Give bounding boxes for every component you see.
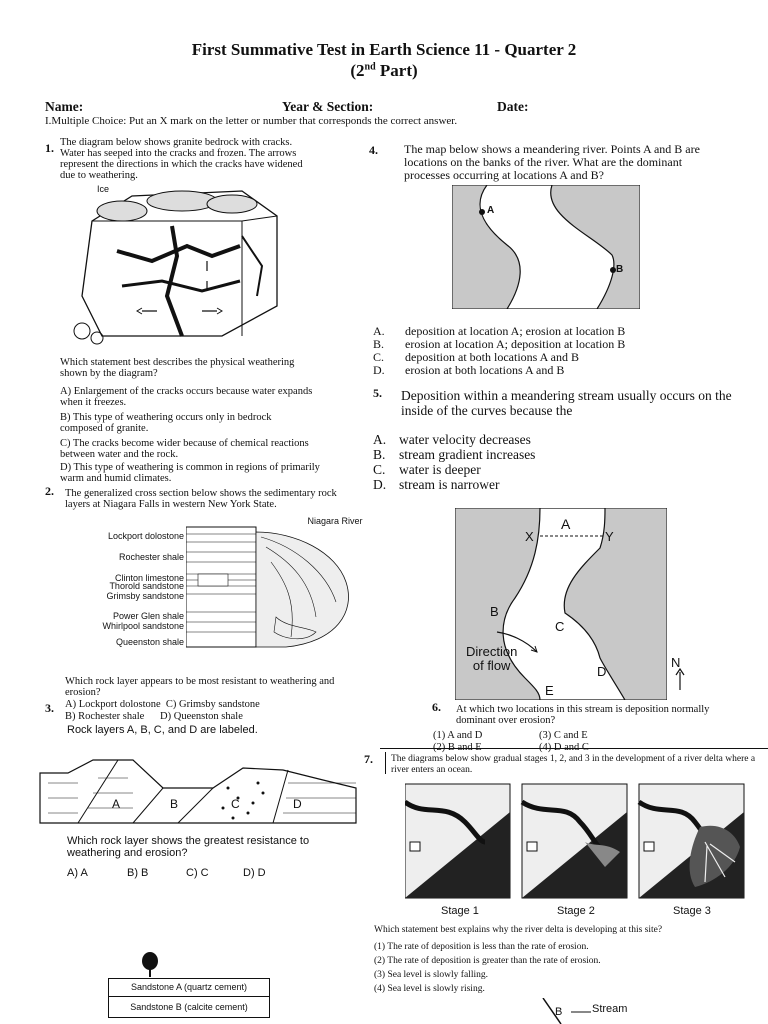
q4-stem: The map below shows a meandering river. Points A and B are locations on the banks of the river. What are the dominant processes occurring at locations A and B? <box>404 142 700 182</box>
rock-layer-label-b: B <box>170 797 179 811</box>
rock-layer-label-d: D <box>293 797 302 811</box>
layer-label-queenston: Queenston shale <box>115 637 184 647</box>
q8-point-b-label: B <box>555 1006 563 1018</box>
question-number-7: 7. <box>364 752 373 766</box>
q4-option-a[interactable]: A. deposition at location A; erosion at location B <box>373 324 626 338</box>
meandering-river-map <box>452 185 640 309</box>
q1-option-a[interactable]: A) Enlargement of the cracks occurs because water expands when it freezes. <box>60 386 313 408</box>
niagara-cross-section <box>186 522 366 654</box>
granite-bedrock-diagram <box>62 186 287 346</box>
question-number-6: 6. <box>432 700 441 714</box>
q5-option-c[interactable]: C. water is deeper <box>373 462 481 477</box>
delta-stages-diagram <box>405 782 755 900</box>
q4-option-c[interactable]: C. deposition at both locations A and B <box>373 350 579 364</box>
q7-option-3[interactable]: (3) Sea level is slowly falling. <box>374 970 488 980</box>
question-number-2: 2. <box>45 484 54 498</box>
rock-layer-label-a: A <box>112 797 121 811</box>
q4-option-b[interactable]: B. erosion at location A; deposition at location B <box>373 337 626 351</box>
q7-option-2[interactable]: (2) The rate of deposition is greater than the rate of erosion. <box>374 956 601 966</box>
q6-label-b: B <box>490 604 499 619</box>
q3-stem: Rock layers A, B, C, and D are labeled. <box>67 724 258 736</box>
stage-2-label: Stage 2 <box>557 905 595 917</box>
q1-option-c[interactable]: C) The cracks become wider because of chemical reactions between water and the rock. <box>60 438 309 460</box>
sandstone-a-layer: Sandstone A (quartz cement) <box>108 978 270 997</box>
q6-label-a: A <box>561 516 571 532</box>
q3-option-a[interactable]: A) A <box>67 867 88 879</box>
q2-options-line-1[interactable]: A) Lockport dolostone C) Grimsby sandstone <box>65 699 260 710</box>
layer-label-thorold: Thorold sandstone <box>109 581 184 591</box>
q5-option-b[interactable]: B. stream gradient increases <box>373 447 536 462</box>
question-number-4: 4. <box>369 143 378 157</box>
sandstone-b-layer: Sandstone B (calcite cement) <box>108 996 270 1018</box>
q6-option-2[interactable]: (2) B and E <box>433 742 482 753</box>
q6-label-y: Y <box>605 529 614 544</box>
stage-3-label: Stage 3 <box>673 905 711 917</box>
q7-option-4[interactable]: (4) Sea level is slowly rising. <box>374 984 485 994</box>
q2-options-line-2[interactable]: B) Rochester shale D) Queenston shale <box>65 711 243 722</box>
stage-3-image <box>639 784 744 898</box>
name-label: Name: <box>45 99 84 114</box>
q4-point-b-label: B <box>616 264 624 275</box>
q7-options <box>374 940 601 996</box>
part-subtitle: (2nd Part) <box>350 61 418 80</box>
tree-icon <box>140 952 160 978</box>
q6-stem: At which two locations in this stream is deposition normally dominant over erosion? <box>456 704 710 726</box>
q1-ice-label: Ice <box>97 184 110 194</box>
q3-question: Which rock layer shows the greatest resistance to weathering and erosion? <box>67 835 310 859</box>
q1-stem: The diagram below shows granite bedrock with cracks. Water has seeped into the cracks and frozen. The arrows represent the directions in which the cracks have widened due to weathering. <box>60 137 303 181</box>
q1-option-d[interactable]: D) This type of weathering is common in regions of primarily warm and humid climates. <box>60 462 320 484</box>
q3-option-b[interactable]: B) B <box>127 867 149 879</box>
rock-layer-label-c: C <box>231 797 240 811</box>
q1-question: Which statement best describes the physical weathering shown by the diagram? <box>60 357 295 379</box>
layer-label-lockport: Lockport dolostone <box>107 531 184 541</box>
q6-flow-label: Direction of flow <box>466 644 518 673</box>
q5-option-d[interactable]: D. stream is narrower <box>373 477 500 492</box>
section-label: Year & Section: <box>282 99 374 114</box>
page-title: First Summative Test in Earth Science 11 - Quarter 2 <box>191 40 577 59</box>
niagara-river-label: Niagara River <box>307 516 363 526</box>
q6-label-e: E <box>545 683 554 698</box>
q4-point-a-label: A <box>487 205 495 216</box>
q3-option-d[interactable]: D) D <box>243 867 266 879</box>
q7-divider <box>380 748 768 749</box>
instructions: I.Multiple Choice: Put an X mark on the letter or number that corresponds the correct answer. <box>45 115 458 127</box>
q8-stream-label: Stream <box>592 1003 628 1015</box>
q7-stem: The diagrams below show gradual stages 1, 2, and 3 in the development of a river delta where a river enters an ocean. <box>391 754 756 775</box>
q6-option-4[interactable]: (4) D and C <box>539 742 589 753</box>
q3-option-c[interactable]: C) C <box>186 867 209 879</box>
q7-margin-rule <box>385 752 386 774</box>
stage-1-image <box>405 784 510 898</box>
q2-question: Which rock layer appears to be most resistant to weathering and erosion? <box>65 676 335 698</box>
stage-1-label: Stage 1 <box>441 905 479 917</box>
question-number-3: 3. <box>45 701 54 715</box>
layer-label-whirlpool: Whirlpool sandstone <box>102 621 184 631</box>
q2-stem: The generalized cross section below shows the sedimentary rock layers at Niagara Falls in western New York State. <box>65 488 337 510</box>
question-number-1: 1. <box>45 141 54 155</box>
q7-option-1[interactable]: (1) The rate of deposition is less than the rate of erosion. <box>374 942 589 952</box>
q4-options <box>373 325 625 377</box>
q6-option-1[interactable]: (1) A and D <box>433 730 483 741</box>
q5-options <box>373 432 535 492</box>
layer-label-rochester: Rochester shale <box>118 552 184 562</box>
north-arrow-icon <box>675 668 685 695</box>
date-label: Date: <box>497 99 529 114</box>
q6-option-3[interactable]: (3) C and E <box>539 730 588 741</box>
question-number-5: 5. <box>373 386 382 400</box>
stage-2-image <box>522 784 627 898</box>
q5-option-a[interactable]: A. water velocity decreases <box>373 432 531 447</box>
q5-stem: Deposition within a meandering stream usually occurs on the inside of the curves because the <box>401 388 732 418</box>
q6-north-label: N <box>671 655 681 670</box>
layer-label-power-glen: Power Glen shale <box>112 611 184 621</box>
q7-question: Which statement best explains why the river delta is developing at this site? <box>374 925 663 935</box>
layer-label-grimsby: Grimsby sandstone <box>106 591 184 601</box>
q6-label-d: D <box>597 664 607 679</box>
q6-label-x: X <box>525 529 534 544</box>
q6-label-c: C <box>555 619 565 634</box>
rock-layers-diagram <box>38 758 358 826</box>
q1-option-b[interactable]: B) This type of weathering occurs only in bedrock composed of granite. <box>60 412 272 434</box>
layer-label-clinton: Clinton limestone <box>114 573 184 583</box>
q4-option-d[interactable]: D. erosion at both locations A and B <box>373 363 565 377</box>
